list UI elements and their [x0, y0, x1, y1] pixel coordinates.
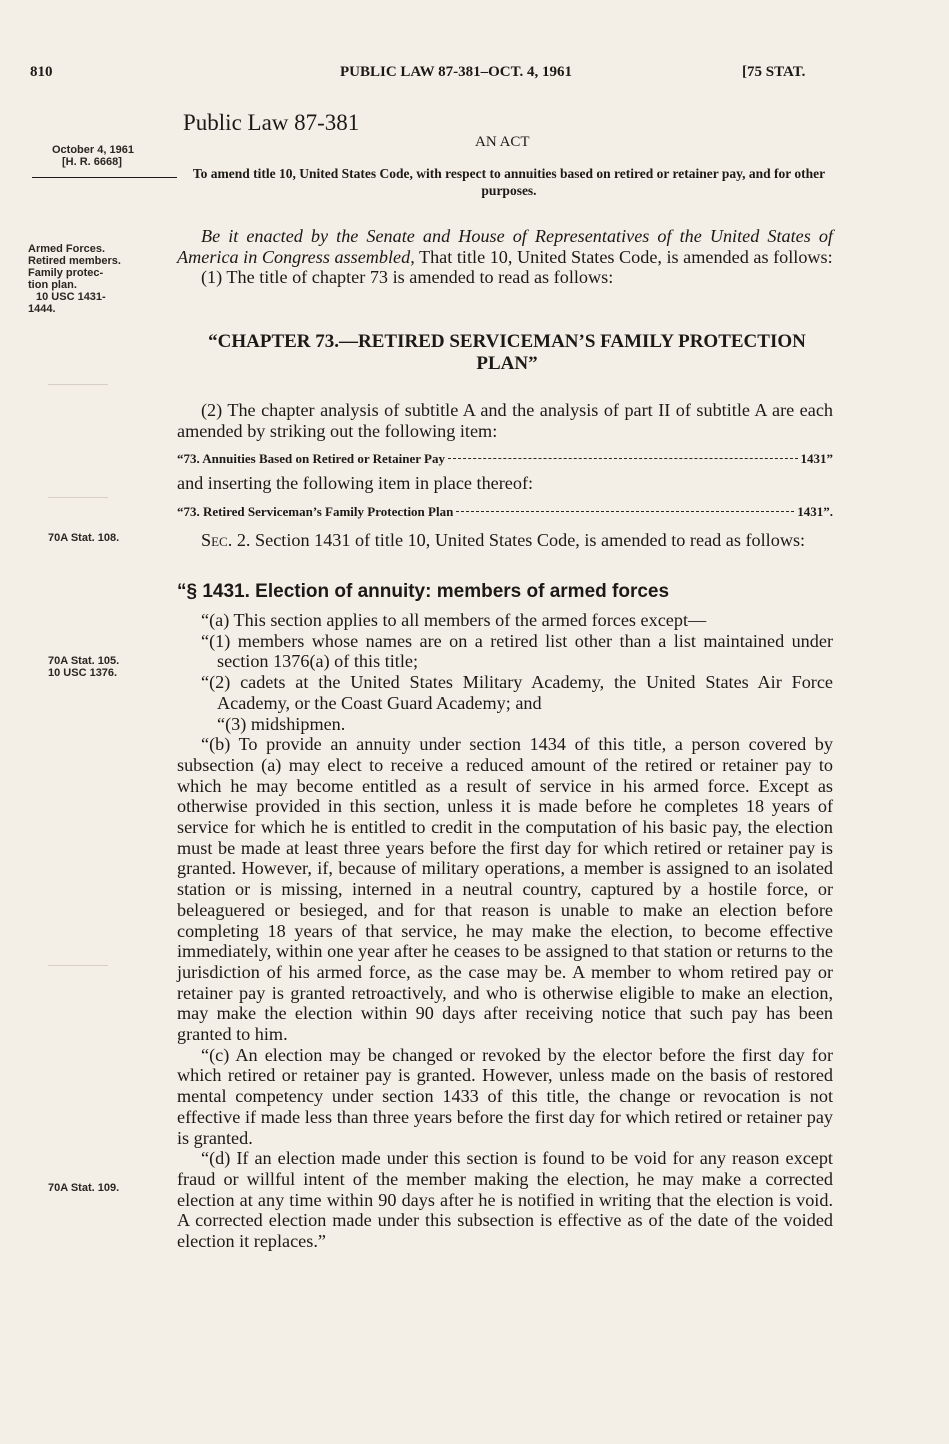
page-number: 810: [30, 64, 53, 80]
amendment-block: [177, 400, 833, 523]
margin-date-block: [52, 144, 202, 168]
subsection-c: “(c) An election may be changed or revoked by the elector before the first day for which retired or retainer pay is granted. However, unless made on the basis of restored mental competency under section 1433 of this title, the change or revocation is not effective if made less than three years before the first day for which retired or retainer pay is granted.: [177, 1044, 833, 1148]
enacting-block: [177, 226, 833, 288]
chapter-heading: “CHAPTER 73.—RETIRED SERVICEMAN’S FAMILY PROTECTION PLAN”: [208, 331, 806, 374]
paragraph-2: (2) The chapter analysis of subtitle A and the analysis of part II of subtitle A are each amended by striking out the following item:: [177, 400, 833, 441]
enacting-clause-rest: That title 10, United States Code, is amended as follows:: [414, 246, 833, 267]
stat-citation: 70A Stat. 105.: [48, 655, 120, 667]
section-2-label: Sec. 2.: [201, 530, 251, 550]
topic-line: tion plan.: [28, 279, 77, 291]
act-purpose: To amend title 10, United States Code, with respect to annuities based on retired or retainer pay, and for other purposes.: [192, 166, 826, 198]
section-2-text: [177, 530, 833, 551]
subsections-block: [177, 610, 833, 1252]
bill-number: [H. R. 6668]: [62, 156, 122, 168]
item-old-text: “73. Annuities Based on Retired or Retainer Pay: [177, 451, 445, 467]
approval-date: October 4, 1961: [52, 144, 134, 156]
item-new-number: 1431”.: [797, 503, 833, 519]
margin-topics: [28, 243, 178, 315]
subsection-b: “(b) To provide an annuity under section 1434 of this title, a person covered by subsection (a) may elect to receive a reduced amount of the retired or retainer pay to which he may become entitled as a result of service in his armed force. Except as otherwise provided in this section, unless it is made before he completes 18 years of service for which he is entitled to credit in the computation of his basic pay, the election must be made at least three years before the first day for which retired or retainer pay is granted. However, if, because of military operations, a member is assigned to an isolated station or is missing, interned in a neutral country, captured by a hostile force, or beleaguered or besieged, and for that reason is unable to make an election before completing 18 years of that service, he may make the election, to become effective immediately, within one year after he ceases to be assigned to that station or returns to the jurisdiction of his armed force, as the case may be. A member to whom retired pay or retainer pay is granted retroactively, and who is otherwise eligible to make an election, may make the election within 90 days after receiving notice that such pay has been granted to him.: [177, 734, 833, 1045]
table-item-old: [177, 449, 833, 470]
table-item-new: [177, 502, 833, 523]
usc-citation: 1444.: [28, 303, 56, 315]
running-title: PUBLIC LAW 87-381–OCT. 4, 1961: [340, 64, 572, 80]
act-label: AN ACT: [475, 134, 530, 150]
section-2-block: [177, 530, 833, 551]
enacting-clause: [177, 226, 833, 267]
inserting-text: and inserting the following item in place thereof:: [177, 473, 534, 494]
paragraph-1: (1) The title of chapter 73 is amended to read as follows:: [201, 267, 614, 288]
item-old-number: 1431”: [800, 451, 833, 467]
law-title: Public Law 87-381: [183, 110, 360, 135]
topic-line: Retired members.: [28, 255, 121, 267]
bleed-through-mark: [48, 965, 108, 986]
section-1431-heading: “§ 1431. Election of annuity: members of armed forces: [177, 581, 670, 602]
usc-citation: 10 USC 1431-: [36, 291, 106, 303]
bleed-through-mark: [48, 384, 108, 405]
subsection-a: “(a) This section applies to all members of the armed forces except—: [201, 610, 707, 630]
margin-stat-108: 70A Stat. 108.: [48, 532, 120, 544]
margin-rule: [32, 177, 177, 178]
volume-citation: [75 STAT.: [742, 64, 806, 80]
subsection-a2: “(2) cadets at the United States Military Academy, the United States Air Force Academy, or the Coast Guard Academy; and: [201, 672, 833, 713]
usc-citation: 10 USC 1376.: [48, 667, 118, 679]
subsection-a3: “(3) midshipmen.: [217, 713, 346, 734]
topic-line: Armed Forces.: [28, 243, 106, 255]
enacting-clause-italic: Be it enacted by the Senate and House of Representatives of the United States of America in Congress assembled,: [177, 226, 833, 267]
margin-stat-105: [48, 655, 198, 679]
subsection-d: “(d) If an election made under this section is found to be void for any reason except fraud or willful intent of the member making the election, he may make a corrected election at any time within 90 days after he is notified in writing that the election is void. A corrected election made under this subsection is effective as of the date of the voided election it replaces.”: [177, 1148, 833, 1252]
item-new-text: “73. Retired Serviceman’s Family Protection Plan: [177, 503, 454, 519]
subsection-a1: “(1) members whose names are on a retired list other than a list maintained under section 1376(a) of this title;: [201, 630, 833, 672]
topic-line: Family protec-: [28, 267, 104, 279]
bleed-through-mark: [48, 497, 108, 518]
margin-stat-109: 70A Stat. 109.: [48, 1182, 120, 1194]
section-2-body: Section 1431 of title 10, United States Code, is amended to read as follows:: [250, 530, 806, 550]
